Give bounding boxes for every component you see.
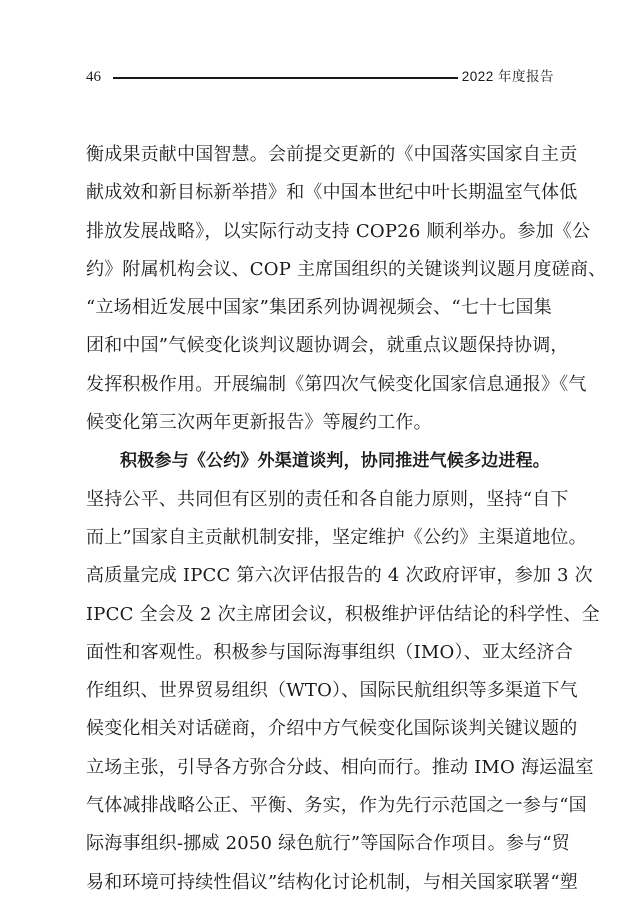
text-line: 易和环境可持续性倡议”结构化讨论机制，与相关国家联署“塑 bbox=[86, 871, 579, 893]
text-line: 献成效和新目标新举措》和《中国本世纪中叶长期温室气体低 bbox=[86, 182, 578, 204]
text-line: 候变化第三次两年更新报告》等履约工作。 bbox=[86, 412, 432, 434]
text-line: 坚持公平、共同但有区别的责任和各自能力原则，坚持“自下 bbox=[86, 488, 569, 510]
text-line: 约》附属机构会议、COP 主席国组织的关键谈判议题月度磋商、 bbox=[86, 258, 607, 280]
text-line: 排放发展战略》，以实际行动支持 COP26 顺利举办。参加《公 bbox=[86, 220, 591, 242]
text-line: 作组织、世界贸易组织（WTO）、国际民航组织等多渠道下气 bbox=[86, 680, 578, 702]
text-line: 面性和客观性。积极参与国际海事组织（IMO）、亚太经济合 bbox=[86, 641, 573, 663]
report-title: 2022 年度报告 bbox=[461, 69, 554, 84]
header-rule bbox=[113, 77, 458, 79]
text-line: 立场主张，引导各方弥合分歧、相向而行。推动 IMO 海运温室 bbox=[86, 756, 594, 778]
section-heading: 积极参与《公约》外渠道谈判，协同推进气候多边进程。 bbox=[120, 451, 550, 472]
text-line: 团和中国”气候变化谈判议题协调会，就重点议题保持协调， bbox=[86, 335, 569, 357]
text-line: 发挥积极作用。开展编制《第四次气候变化国家信息通报》《气 bbox=[86, 373, 587, 395]
text-line: IPCC 全会及 2 次主席团会议，积极维护评估结论的科学性、全 bbox=[86, 603, 600, 625]
text-line: 气体减排战略公正、平衡、务实，作为先行示范国之一参与“国 bbox=[86, 795, 587, 817]
text-line: 候变化相关对话磋商，介绍中方气候变化国际谈判关键议题的 bbox=[86, 718, 578, 740]
text-line: 衡成果贡献中国智慧。会前提交更新的《中国落实国家自主贡 bbox=[86, 144, 578, 165]
page-number: 46 bbox=[86, 69, 101, 85]
text-line: 高质量完成 IPCC 第六次评估报告的 4 次政府评审，参加 3 次 bbox=[86, 565, 593, 587]
text-line: 际海事组织-挪威 2050 绿色航行”等国际合作项目。参与“贸 bbox=[86, 833, 570, 855]
page-header bbox=[86, 66, 554, 88]
text-line: “立场相近发展中国家”集团系列协调视频会、“七十七国集 bbox=[86, 297, 552, 319]
body-text bbox=[86, 136, 607, 902]
text-line: 而上”国家自主贡献机制安排，坚定维护《公约》主渠道地位。 bbox=[86, 526, 587, 548]
